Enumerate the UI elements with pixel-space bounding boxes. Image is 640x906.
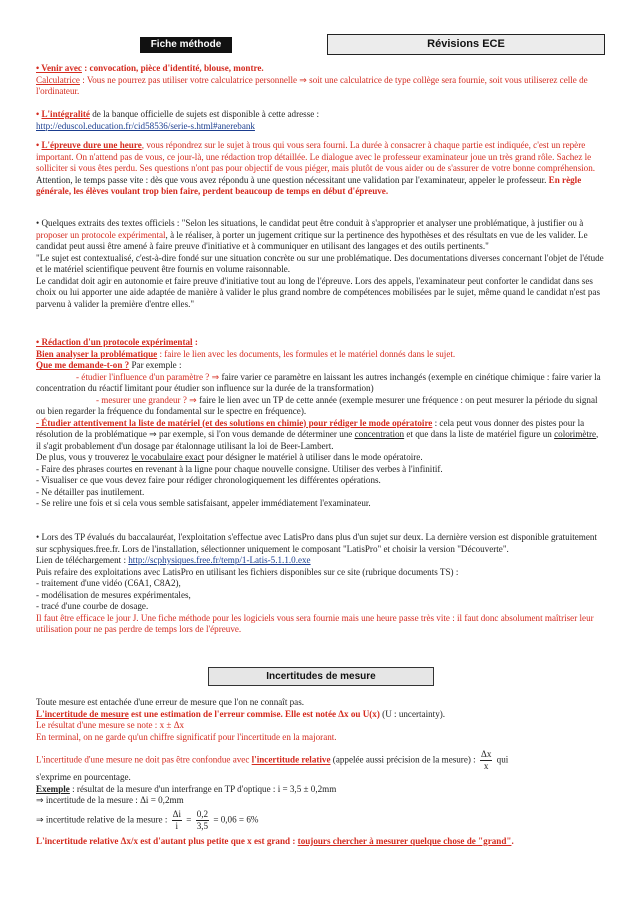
ex3-text: ⇒ incertitude relative de la mesure : [36, 814, 170, 825]
example1-red: - étudier l'influence d'un paramètre ? ⇒ [76, 371, 220, 382]
calc-text: : Vous ne pourrez pas utiliser votre calculatrice personnelle ⇒ soit une calculatrice de type collège sera fournie, soit vous utiliserez celle de l'ordinateur. [36, 74, 588, 96]
venir-section [36, 63, 604, 98]
epreuve-text: , vous répondrez sur le sujet à trous qui vous sera fourni. La durée à consacrer à chaque partie est indiquée, c'est un repère important. On n'attend pas de vous, ce jour-là, une rédaction trop détaillée. Le dialogue avec le professeur examinateur joue un très grand rôle. Sachez le solliciter si vous êtes perdu. Ses questions n'ont pas pour objectif de vous piéger, mais plutôt de vous aider ou de s'assurer de votre bonne compréhension. [36, 140, 596, 173]
epreuve-lead: L'épreuve dure une heure [41, 140, 142, 150]
tip-item: - Ne détailler pas inutilement. [36, 486, 145, 497]
inc-l4: En terminal, on ne garde qu'un chiffre significatif pour l'incertitude en la majorant. [36, 731, 337, 742]
relative-fraction [480, 749, 492, 772]
ex-text: : résultat de la mesure d'un interfrange en TP d'optique : i = 3,5 ± 0,2mm [69, 783, 337, 794]
last-red: L'incertitude relative Δx/x est d'autant plus petite que x est grand : [36, 835, 298, 846]
materiel-label: - Étudier attentivement la liste de matériel (et des solutions en chimie) pour rédiger le mode opératoire [36, 417, 433, 428]
venir-text: : convocation, pièce d'identité, blouse, montre. [81, 63, 264, 73]
inc-l5-u: l'incertitude relative [251, 754, 331, 765]
extraits-p1-red: proposer un protocole expérimental [36, 229, 166, 240]
redaction-section [36, 337, 604, 510]
materiel-b: et que dans la liste de matériel figure un [404, 429, 555, 439]
vocab-u: le vocabulaire exact [131, 452, 205, 462]
frac-den: x [483, 761, 489, 771]
latis-link-label: Lien de téléchargement : [36, 555, 129, 565]
latis-list-item: - traitement d'une vidéo (C6A1, C8A2), [36, 578, 181, 588]
inc-l5-red: L'incertitude d'une mesure ne doit pas être confondue avec [36, 754, 252, 765]
inc-l3: Le résultat d'une mesure se note : x ± Δx [36, 720, 185, 730]
epreuve-section [36, 140, 604, 198]
ex3-frac1 [172, 809, 182, 832]
redaction-title: • Rédaction d'un protocole expérimental [36, 337, 193, 347]
analyse-label: Bien analyser la problématique [36, 348, 158, 359]
vocab-b: pour désigner le matériel à utiliser dans le mode opératoire. [204, 452, 423, 462]
eduscol-link[interactable]: http://eduscol.education.fr/cid58536/serie-s.html#anerebank [36, 120, 255, 131]
materiel-colorimetre: colorimètre [554, 429, 597, 439]
ex-label: Exemple [36, 783, 70, 794]
inc-l5: (appelée aussi précision de la mesure) : [330, 754, 478, 765]
inc-l2: est une estimation de l'erreur commise. Elle est notée Δx ou U(x) [128, 708, 380, 719]
ex3-eq: = [184, 814, 194, 825]
inc-l1: Toute mesure est entachée d'une erreur de mesure que l'on ne connaît pas. [36, 697, 305, 707]
integralite-bullet: • [36, 109, 42, 119]
last-u: toujours chercher à mesurer quelque chose de "grand" [297, 835, 512, 846]
incertitudes-title: Incertitudes de mesure [208, 667, 434, 686]
ex3-n1: Δi [172, 808, 181, 819]
integralite-section [36, 109, 604, 132]
epreuve-bold: En règle générale, les élèves voulant trop bien faire, perdent beaucoup de temps en début d'épreuve. [36, 174, 582, 196]
ex3-n2: 0,2 [196, 808, 209, 819]
latis-p2: Puis refaire des exploitations avec LatisPro en utilisant les fichiers disponibles sur ce site (rubrique documents TS) : [36, 566, 459, 577]
latis-p1: • Lors des TP évalués du baccalauréat, l'exploitation s'effectue avec LatisPro dans plus d'un sujet sur deux. La dernière version est disponible gratuitement sur scphysiques.free.fr. Lors de l'installation, sélectionner uniquement le composant "LatisPro" et choisir la version "Découverte". [36, 532, 597, 554]
latis-download-link[interactable]: http://scphysiques.free.fr/temp/1-Latis-5.1.1.0.exe [128, 555, 311, 565]
latis-list-item: - modélisation de mesures expérimentales, [36, 589, 191, 600]
tip-item: - Visualiser ce que vous devez faire pour rédiger chronologiquement les différentes opérations. [36, 475, 381, 485]
latis-section [36, 532, 604, 636]
inc-l5-end: qui [494, 754, 509, 765]
extraits-p3: Le candidat doit agir en autonomie et faire preuve d'initiative tout au long de l'épreuve. Lors des appels, l'examinateur peut conforter le candidat dans ses choix ou lui apporter une aide adaptée de manière à valider le plus grand nombre de compétences mobilisées par le sujet, même quand le candidat n'est pas parvenu à valider la première d'entre elles." [36, 275, 600, 309]
epreuve-bullet: • [36, 140, 42, 150]
last-end: . [511, 835, 514, 846]
latis-list-item: - tracé d'une courbe de dosage. [36, 601, 149, 611]
venir-lead: • Venir avec [36, 63, 82, 73]
inc-l2-end: (U : uncertainty). [379, 708, 446, 719]
tip-item: - Se relire une fois et si cela vous semble satisfaisant, appeler immédiatement l'examinateur. [36, 498, 371, 508]
analyse-text: : faire le lien avec les documents, les formules et le matériel donnés dans le sujet. [157, 348, 456, 359]
example2-red: - mesurer une grandeur ? ⇒ [96, 394, 197, 405]
vocab-a: De plus, vous y trouverez [36, 452, 132, 462]
extraits-section [36, 218, 604, 310]
demande-label: Que me demande-t-on ? [36, 360, 130, 370]
integralite-lead: L'intégralité [41, 109, 90, 119]
inc-l2-u: L'incertitude de mesure [36, 708, 129, 719]
revisions-ece-title: Révisions ECE [327, 34, 605, 55]
example2-text: faire le lien avec un TP de cette année (exemple mesurer une fréquence : on peut mesurer la période du signal ou bien regarder la fréquence du fondamental sur le spectre en fréquence). [36, 394, 598, 416]
ex3-d1: i [175, 820, 179, 831]
integralite-text: de la banque officielle de sujets est disponible à cette adresse : [89, 109, 320, 119]
materiel-a: : cela peut vous donner des pistes pour la résolution de la problématique ⇒ par exemple, si l'on vous demande de déterminer une [36, 417, 585, 439]
epreuve-text2: Attention, le temps passe vite : dès que vous avez répondu à une question nécessitant une validation par l'examinateur, appeler le professeur. [36, 174, 547, 185]
tip-item: - Faire des phrases courtes en revenant à la ligne pour chaque nouvelle consigne. Utiliser des verbes à l'infinitif. [36, 463, 443, 474]
materiel-c: , il s'agit probablement d'un dosage par étalonnage utilisant la loi de Beer-Lambert. [36, 429, 599, 451]
extraits-p2: "Le sujet est contextualisé, c'est-à-dire fondé sur une situation concrète ou sur une problématique. Des documentations diverses concernant l'objet de l'étude et le matériel scientifique peuvent être fournis en volume raisonnable. [36, 252, 604, 274]
materiel-concentration: concentration [354, 429, 405, 439]
example1-text: faire varier ce paramètre en laissant les autres inchangés (exemple en cinétique chimique : faire varier la concentration du réactif limitant pour étudier son influence sur la durée de la transformation) [36, 371, 601, 393]
redaction-title-end: : [192, 337, 198, 347]
incertitudes-section [36, 697, 604, 847]
fiche-methode-label: Fiche méthode [140, 37, 232, 53]
ex3-frac2 [196, 809, 209, 832]
ex2-text: ⇒ incertitude de la mesure : Δi = 0,2mm [36, 795, 184, 805]
extraits-p1b: , à le réaliser, à porter un jugement critique sur la pertinence des hypothèses et des résultats en vue de les valider. Le candidat peut aussi être amené à faire preuve d'initiative et à communiquer en utilisant des langages et des outils pertinents." [36, 229, 588, 251]
demande-text: Par exemple : [129, 360, 182, 370]
ex3-end: = 0,06 = 6% [211, 814, 259, 825]
ex3-d2: 3,5 [196, 820, 209, 831]
extraits-p1a: • Quelques extraits des textes officiels : "Selon les situations, le candidat peut être conduit à s'approprier et analyser une problématique, à justifier ou à [36, 218, 584, 228]
inc-l6: s'exprime en pourcentage. [36, 772, 131, 782]
frac-num: Δx [480, 749, 492, 759]
calc-label: Calculatrice [36, 74, 80, 85]
latis-warning: Il faut être efficace le jour J. Une fiche méthode pour les logiciels vous sera fournie mais une heure passe très vite : il faut donc absolument maîtriser leur utilisation pour ne pas perdre de temps lors de l'épreuve. [36, 612, 594, 634]
